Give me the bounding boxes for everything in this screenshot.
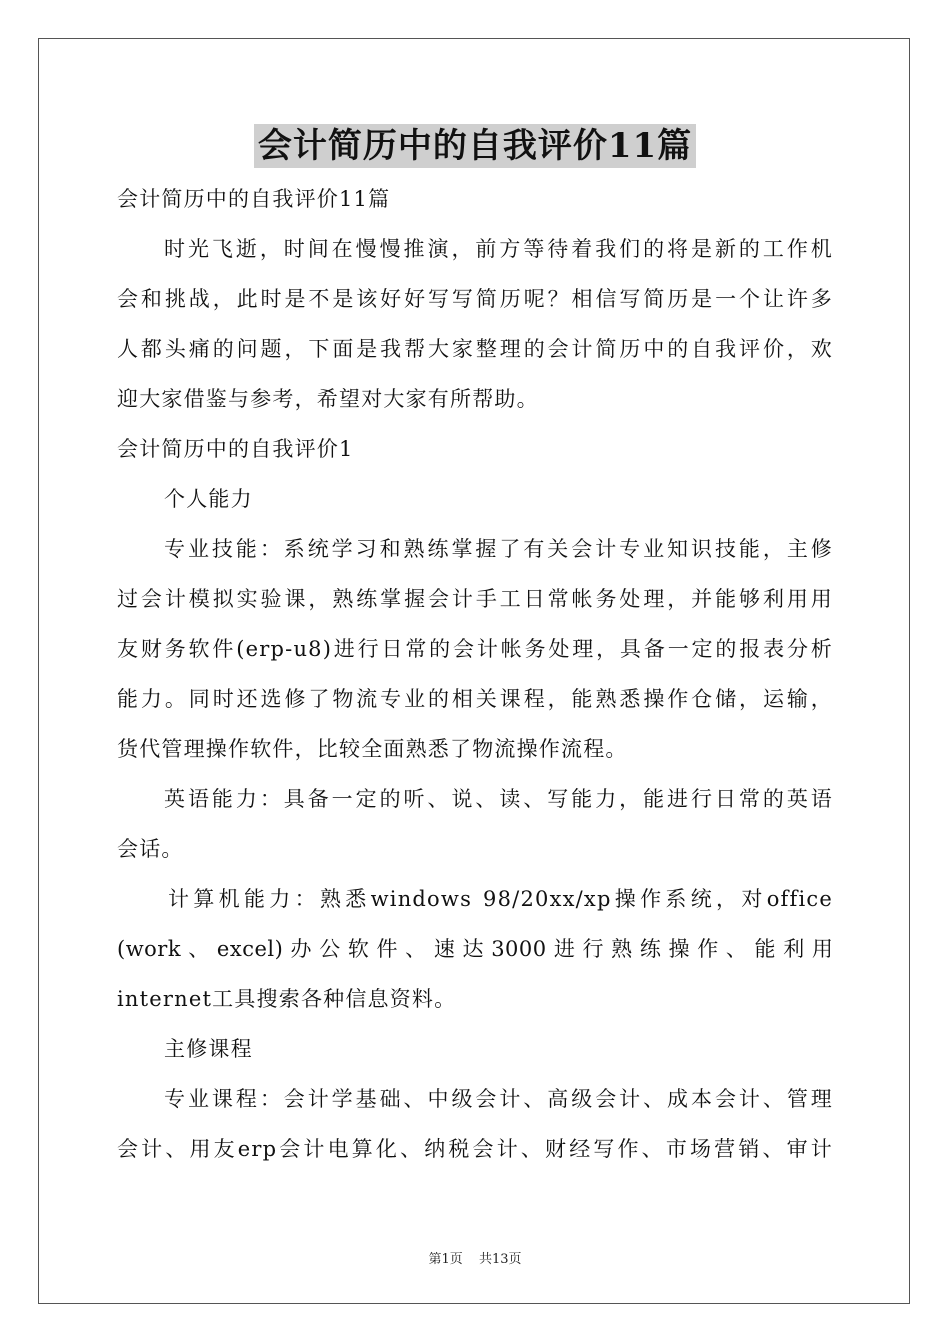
title-container (0, 124, 950, 168)
page-total: 共13页 (478, 1252, 522, 1267)
paragraph-line: 能力。同时还选修了物流专业的相关课程，能熟悉操作仓储，运输， (117, 687, 833, 711)
paragraph-line: 计算机能力：熟悉windows 98/20xx/xp操作系统，对office (168, 887, 833, 911)
paragraph-line: 过会计模拟实验课，熟练掌握会计手工日常帐务处理，并能够利用用 (117, 587, 833, 611)
subtitle-line: 会计简历中的自我评价11篇 (117, 187, 391, 211)
page-number: 第1页 (428, 1252, 463, 1267)
subsection-heading: 主修课程 (164, 1037, 253, 1061)
subsection-heading: 个人能力 (164, 487, 253, 511)
paragraph-line: 友财务软件(erp-u8)进行日常的会计帐务处理，具备一定的报表分析 (117, 637, 833, 661)
page-border (38, 38, 910, 1304)
paragraph-line: 货代管理操作软件，比较全面熟悉了物流操作流程。 (117, 737, 628, 761)
paragraph-line: 专业课程：会计学基础、中级会计、高级会计、成本会计、管理 (164, 1087, 833, 1111)
paragraph-line: 会计、用友erp会计电算化、纳税会计、财经写作、市场营销、审计 (117, 1137, 833, 1161)
paragraph-line: 专业技能：系统学习和熟练掌握了有关会计专业知识技能，主修 (164, 537, 833, 561)
paragraph-line: 英语能力：具备一定的听、说、读、写能力，能进行日常的英语 (164, 787, 833, 811)
paragraph-line: 迎大家借鉴与参考，希望对大家有所帮助。 (117, 387, 539, 411)
paragraph-line: internet工具搜索各种信息资料。 (117, 987, 457, 1011)
paragraph-line: (work 、 excel) 办 公 软 件 、 速 达 3000 进 行 熟 练 操 作 、 能 利 用 (117, 937, 834, 961)
section-heading: 会计简历中的自我评价1 (117, 437, 354, 461)
page-footer (0, 1248, 950, 1267)
paragraph-line: 时光飞逝，时间在慢慢推演，前方等待着我们的将是新的工作机 (164, 237, 833, 261)
document-title: 会计简历中的自我评价11篇 (254, 124, 696, 168)
paragraph-line: 会和挑战，此时是不是该好好写写简历呢？相信写简历是一个让许多 (117, 287, 833, 311)
paragraph-line: 人都头痛的问题，下面是我帮大家整理的会计简历中的自我评价，欢 (117, 337, 833, 361)
paragraph-line: 会话。 (117, 837, 184, 861)
